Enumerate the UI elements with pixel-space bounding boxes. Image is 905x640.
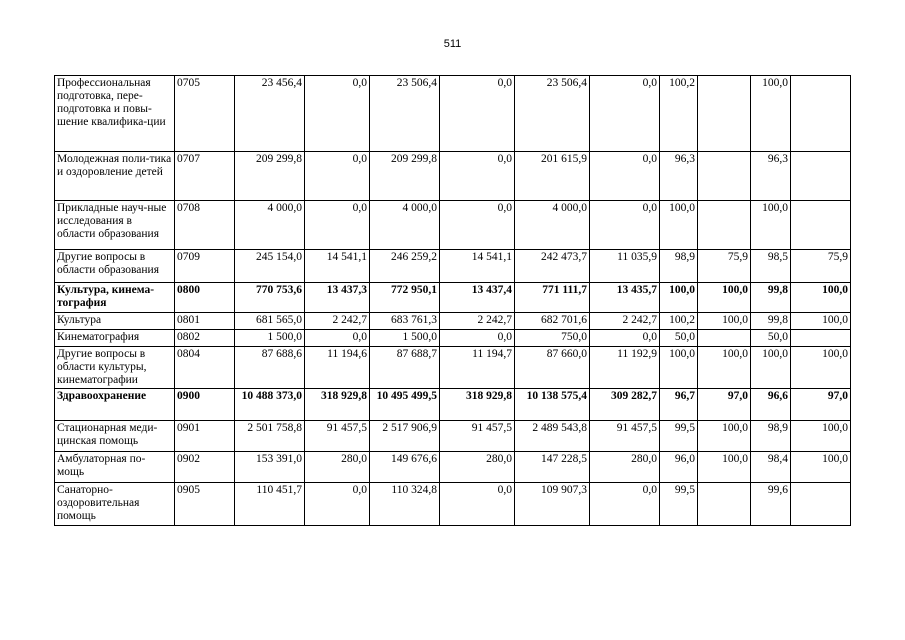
- cell-value: 4 000,0: [370, 201, 440, 250]
- cell-value: 280,0: [590, 452, 660, 483]
- table-row: [55, 347, 851, 389]
- cell-value: 280,0: [305, 452, 370, 483]
- cell-value: 681 565,0: [235, 313, 305, 330]
- cell-value: 2 501 758,8: [235, 421, 305, 452]
- cell-percent: 100,0: [751, 347, 791, 389]
- table-row: [55, 483, 851, 526]
- cell-percent: 100,0: [660, 201, 698, 250]
- cell-percent: 100,0: [791, 283, 851, 313]
- table-row: [55, 313, 851, 330]
- cell-value: 771 111,7: [515, 283, 590, 313]
- cell-value: 0,0: [440, 201, 515, 250]
- section-code: 0800: [175, 283, 235, 313]
- cell-value: 110 451,7: [235, 483, 305, 526]
- cell-percent: 98,9: [751, 421, 791, 452]
- cell-value: 11 194,7: [440, 347, 515, 389]
- section-code: 0804: [175, 347, 235, 389]
- cell-percent: 100,0: [791, 421, 851, 452]
- cell-percent: 100,2: [660, 76, 698, 152]
- cell-percent: [791, 201, 851, 250]
- cell-percent: [698, 330, 751, 347]
- cell-value: 2 242,7: [440, 313, 515, 330]
- cell-percent: 96,0: [660, 452, 698, 483]
- cell-value: 147 228,5: [515, 452, 590, 483]
- page-number: 511: [443, 38, 462, 50]
- cell-percent: 99,6: [751, 483, 791, 526]
- cell-percent: 98,5: [751, 250, 791, 283]
- cell-percent: 100,0: [660, 347, 698, 389]
- cell-value: 201 615,9: [515, 152, 590, 201]
- cell-value: 14 541,1: [440, 250, 515, 283]
- cell-value: 13 437,3: [305, 283, 370, 313]
- cell-percent: 75,9: [791, 250, 851, 283]
- cell-value: 11 194,6: [305, 347, 370, 389]
- cell-percent: 96,3: [660, 152, 698, 201]
- cell-percent: [791, 483, 851, 526]
- cell-value: 10 488 373,0: [235, 389, 305, 421]
- cell-value: 0,0: [590, 76, 660, 152]
- section-name: Амбулаторная по-мощь: [55, 452, 175, 483]
- cell-percent: 99,5: [660, 483, 698, 526]
- cell-percent: 99,8: [751, 313, 791, 330]
- cell-value: 2 517 906,9: [370, 421, 440, 452]
- section-name: Санаторно-оздоровительная помощь: [55, 483, 175, 526]
- cell-value: 87 660,0: [515, 347, 590, 389]
- cell-percent: 99,5: [660, 421, 698, 452]
- cell-value: 1 500,0: [370, 330, 440, 347]
- section-code: 0900: [175, 389, 235, 421]
- cell-percent: 100,0: [698, 347, 751, 389]
- cell-value: 0,0: [305, 76, 370, 152]
- cell-value: 242 473,7: [515, 250, 590, 283]
- table-row: [55, 330, 851, 347]
- section-name: Культура: [55, 313, 175, 330]
- section-code: 0802: [175, 330, 235, 347]
- cell-value: 309 282,7: [590, 389, 660, 421]
- table-row: [55, 152, 851, 201]
- table-row: [55, 389, 851, 421]
- cell-value: 750,0: [515, 330, 590, 347]
- cell-value: 87 688,6: [235, 347, 305, 389]
- cell-percent: [791, 330, 851, 347]
- cell-percent: 100,0: [791, 452, 851, 483]
- cell-percent: 100,2: [660, 313, 698, 330]
- cell-value: 0,0: [305, 201, 370, 250]
- cell-value: 4 000,0: [515, 201, 590, 250]
- cell-percent: 98,4: [751, 452, 791, 483]
- section-name: Другие вопросы в области культуры, кинематографии: [55, 347, 175, 389]
- cell-value: 14 541,1: [305, 250, 370, 283]
- cell-percent: 100,0: [751, 201, 791, 250]
- cell-value: 0,0: [590, 152, 660, 201]
- cell-value: 209 299,8: [235, 152, 305, 201]
- section-name: Прикладные науч-ные исследования в области образования: [55, 201, 175, 250]
- cell-value: 770 753,6: [235, 283, 305, 313]
- cell-percent: 96,6: [751, 389, 791, 421]
- cell-percent: 96,7: [660, 389, 698, 421]
- cell-value: 318 929,8: [440, 389, 515, 421]
- cell-percent: 96,3: [751, 152, 791, 201]
- cell-percent: 98,9: [660, 250, 698, 283]
- section-name: Культура, кинема-тография: [55, 283, 175, 313]
- table-row: [55, 76, 851, 152]
- cell-value: 91 457,5: [590, 421, 660, 452]
- cell-value: 11 035,9: [590, 250, 660, 283]
- cell-value: 109 907,3: [515, 483, 590, 526]
- cell-value: 2 242,7: [590, 313, 660, 330]
- cell-value: 87 688,7: [370, 347, 440, 389]
- section-name: Профессиональная подготовка, пере-подготовка и повы-шение квалифика-ции: [55, 76, 175, 152]
- cell-percent: 100,0: [698, 313, 751, 330]
- cell-value: 0,0: [590, 330, 660, 347]
- cell-value: 0,0: [305, 152, 370, 201]
- cell-value: 280,0: [440, 452, 515, 483]
- cell-value: 0,0: [305, 330, 370, 347]
- section-name: Кинематография: [55, 330, 175, 347]
- cell-value: 10 138 575,4: [515, 389, 590, 421]
- section-code: 0707: [175, 152, 235, 201]
- cell-percent: 99,8: [751, 283, 791, 313]
- cell-value: 245 154,0: [235, 250, 305, 283]
- cell-value: 682 701,6: [515, 313, 590, 330]
- cell-value: 0,0: [590, 483, 660, 526]
- cell-percent: [791, 152, 851, 201]
- cell-percent: 100,0: [751, 76, 791, 152]
- cell-percent: [698, 76, 751, 152]
- cell-percent: [791, 76, 851, 152]
- cell-value: 209 299,8: [370, 152, 440, 201]
- section-code: 0708: [175, 201, 235, 250]
- cell-percent: 100,0: [660, 283, 698, 313]
- cell-value: 23 506,4: [515, 76, 590, 152]
- cell-value: 683 761,3: [370, 313, 440, 330]
- table-body: [55, 76, 851, 526]
- cell-value: 0,0: [440, 330, 515, 347]
- cell-percent: 50,0: [751, 330, 791, 347]
- cell-value: 2 489 543,8: [515, 421, 590, 452]
- cell-percent: [698, 483, 751, 526]
- cell-percent: 100,0: [698, 283, 751, 313]
- cell-value: 0,0: [440, 76, 515, 152]
- cell-value: 2 242,7: [305, 313, 370, 330]
- table-row: [55, 452, 851, 483]
- cell-percent: 100,0: [698, 452, 751, 483]
- cell-value: 0,0: [440, 152, 515, 201]
- cell-value: 13 437,4: [440, 283, 515, 313]
- table-row: [55, 250, 851, 283]
- cell-percent: [698, 152, 751, 201]
- cell-percent: 75,9: [698, 250, 751, 283]
- section-name: Здравоохранение: [55, 389, 175, 421]
- section-name: Стационарная меди-цинская помощь: [55, 421, 175, 452]
- section-code: 0801: [175, 313, 235, 330]
- table-row: [55, 421, 851, 452]
- cell-value: 246 259,2: [370, 250, 440, 283]
- section-name: Другие вопросы в области образования: [55, 250, 175, 283]
- cell-percent: 50,0: [660, 330, 698, 347]
- cell-percent: 97,0: [791, 389, 851, 421]
- cell-value: 4 000,0: [235, 201, 305, 250]
- cell-value: 0,0: [590, 201, 660, 250]
- cell-value: 0,0: [305, 483, 370, 526]
- cell-percent: 100,0: [791, 313, 851, 330]
- section-code: 0709: [175, 250, 235, 283]
- section-name: Молодежная поли-тика и оздоровление детей: [55, 152, 175, 201]
- cell-percent: 100,0: [698, 421, 751, 452]
- cell-percent: [698, 201, 751, 250]
- cell-value: 13 435,7: [590, 283, 660, 313]
- cell-percent: 100,0: [791, 347, 851, 389]
- table-row: [55, 283, 851, 313]
- cell-percent: 97,0: [698, 389, 751, 421]
- cell-value: 318 929,8: [305, 389, 370, 421]
- cell-value: 23 506,4: [370, 76, 440, 152]
- cell-value: 772 950,1: [370, 283, 440, 313]
- cell-value: 10 495 499,5: [370, 389, 440, 421]
- section-code: 0705: [175, 76, 235, 152]
- cell-value: 91 457,5: [305, 421, 370, 452]
- cell-value: 1 500,0: [235, 330, 305, 347]
- section-code: 0902: [175, 452, 235, 483]
- cell-value: 110 324,8: [370, 483, 440, 526]
- cell-value: 0,0: [440, 483, 515, 526]
- cell-value: 153 391,0: [235, 452, 305, 483]
- cell-value: 91 457,5: [440, 421, 515, 452]
- budget-table: [54, 75, 851, 526]
- table-row: [55, 201, 851, 250]
- section-code: 0901: [175, 421, 235, 452]
- cell-value: 149 676,6: [370, 452, 440, 483]
- section-code: 0905: [175, 483, 235, 526]
- cell-value: 11 192,9: [590, 347, 660, 389]
- cell-value: 23 456,4: [235, 76, 305, 152]
